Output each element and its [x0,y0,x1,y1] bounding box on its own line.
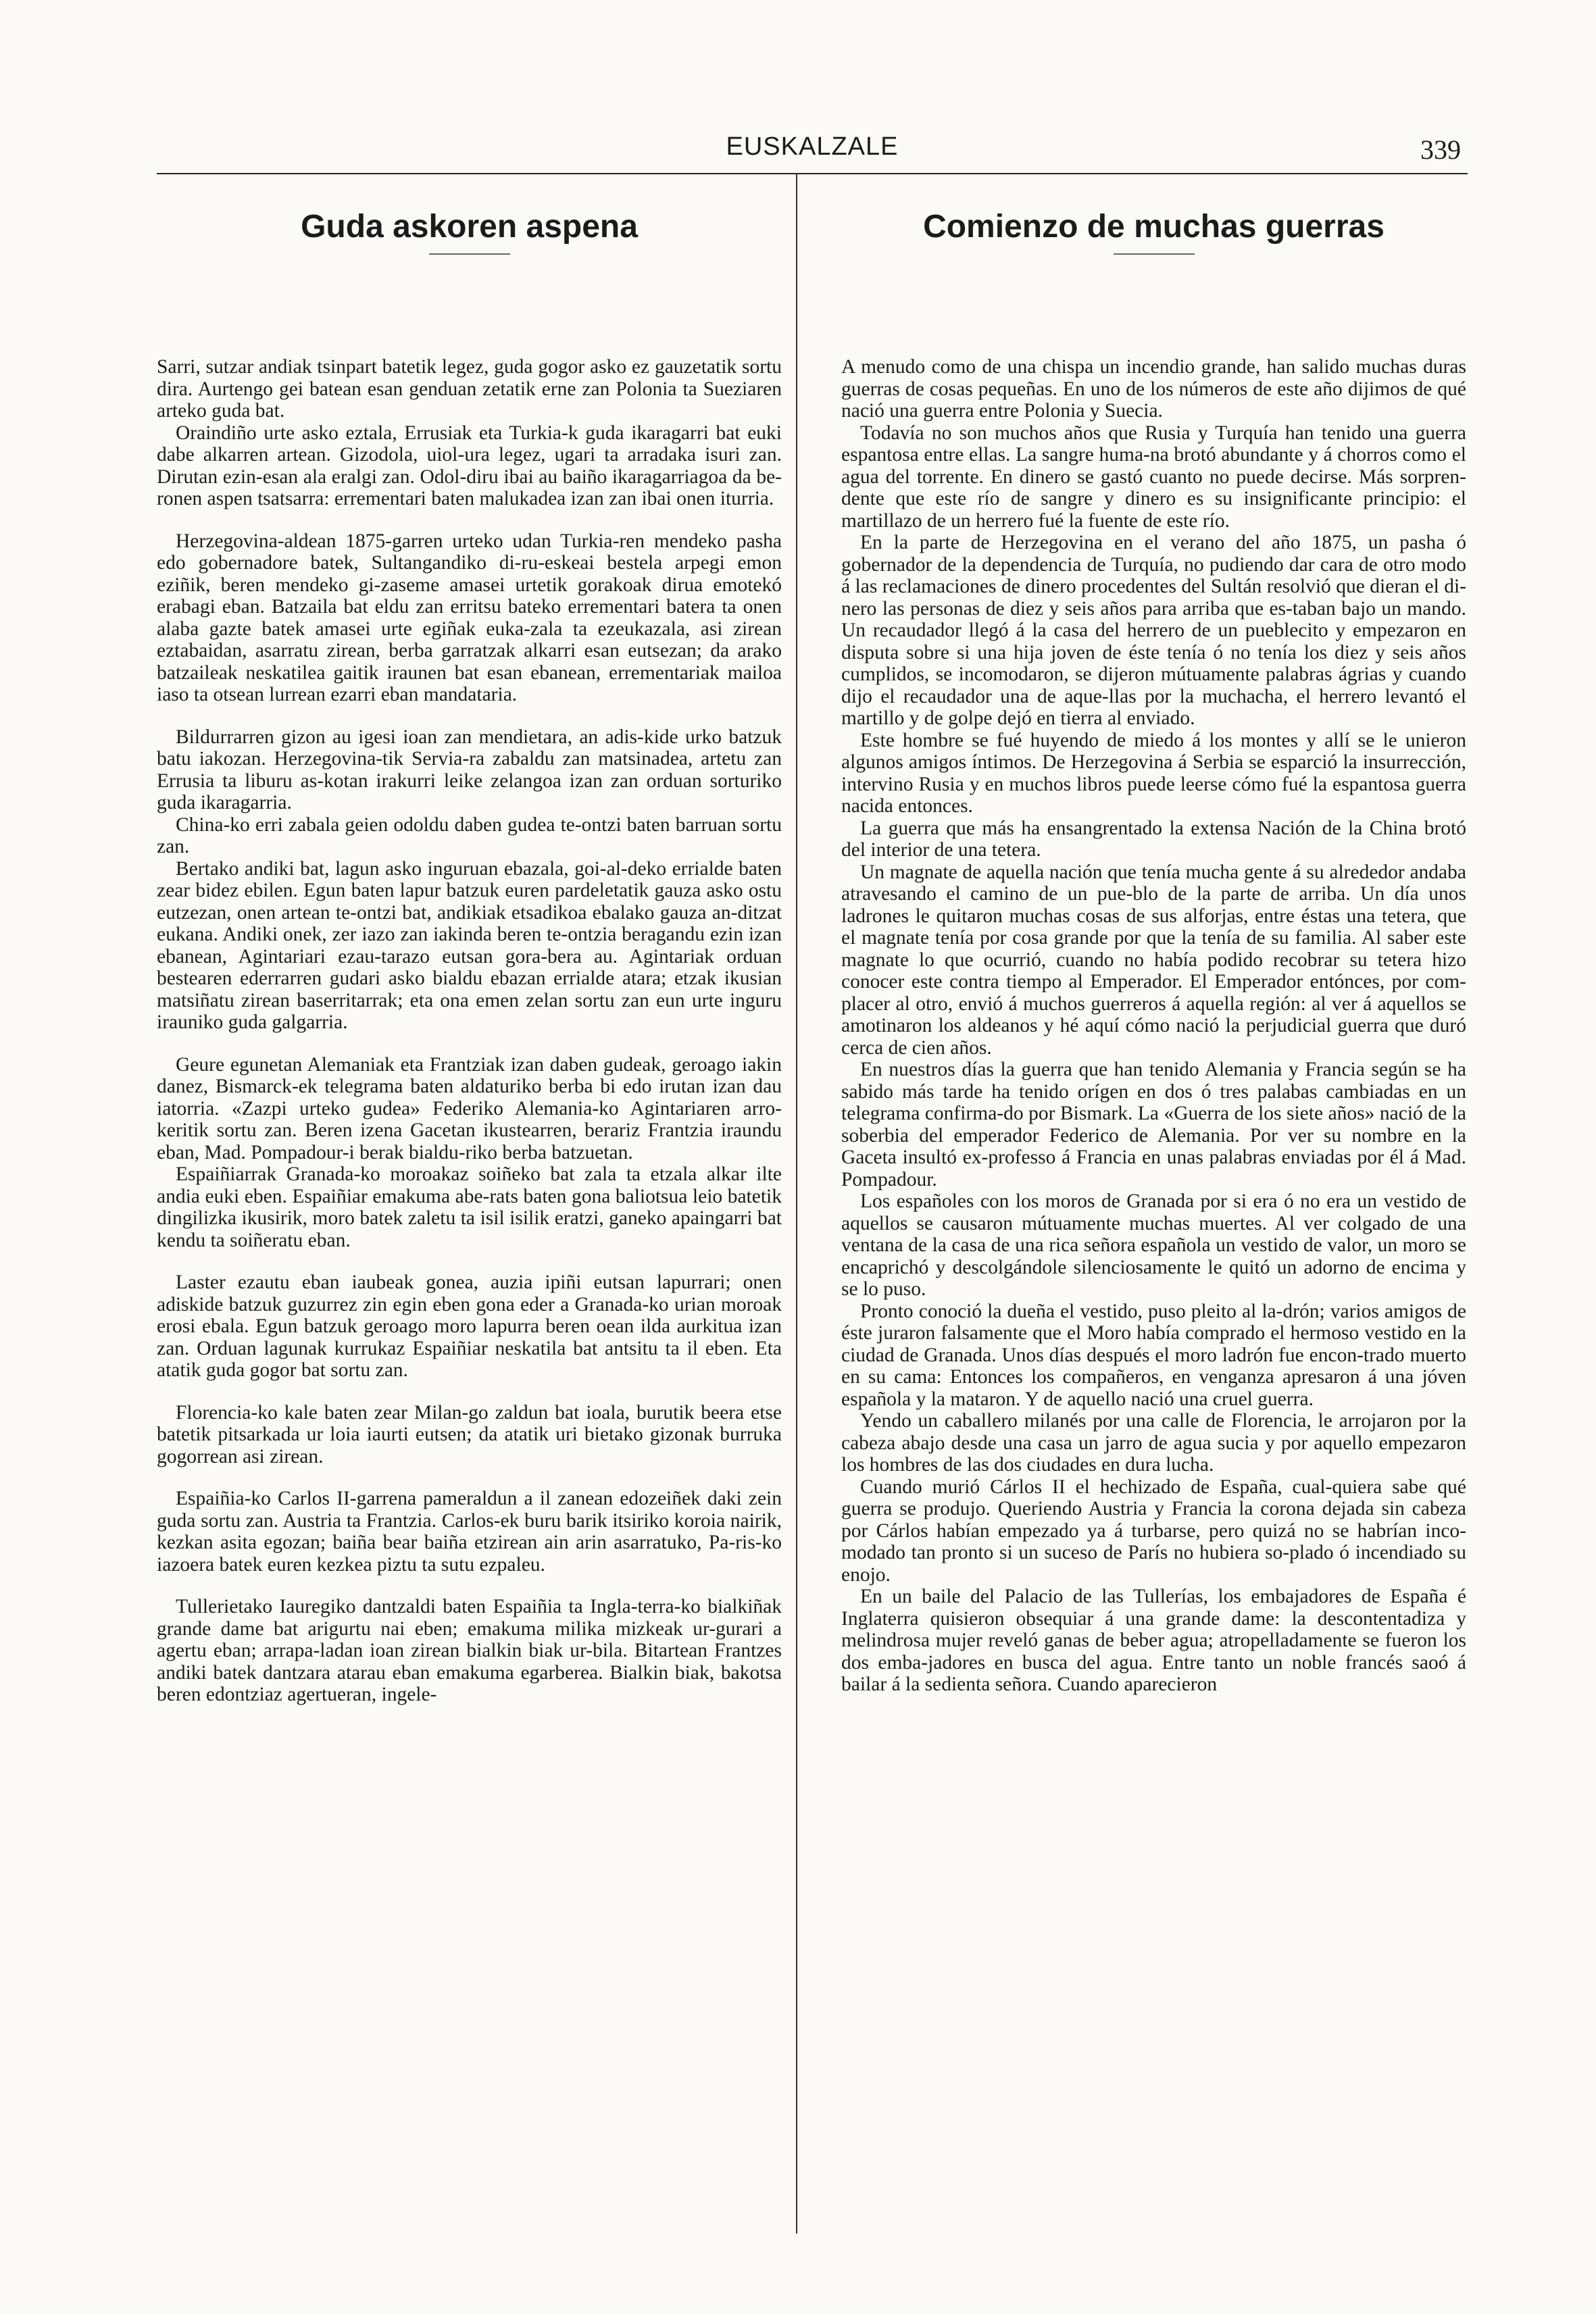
paragraph: En un baile del Palacio de las Tullerías, los embajadores de España é Inglaterra quisieron obsequiar á una grande dame: la descontentadiza y melindrosa mujer reveló ganas de beber agua; atropelladamente se fueron los dos emba-jadores en busca del agua. Entre tanto un noble francés saoó á bailar á la sedienta señora. Cuando aparecieron [841,1586,1466,1695]
paragraph: Un magnate de aquella nación que tenía mucha gente á su alrededor andaba atravesando el camino de un pue-blo de la parte de arriba. Un día unos ladrones le quitaron muchas cosas de sus alforjas, entre éstas una tetera, que el magnate tenía por cosa grande por que la tenía de su familia. Al saber este magnate lo que ocurrió, cuando no había podido recobrar su tetera hizo conocer este contra tiempo al Emperador. El Emperador entónces, por com-placer al otro, envió á muchos guerreros á aquella región: al ver á aquellos se amotinaron los aldeanos y hé aquí cómo nació la perjudicial guerra que duró cerca de cien años. [841,861,1466,1059]
paragraph: Geure egunetan Alemaniak eta Frantziak izan daben gudeak, geroago iakin danez, Bismarck-ek telegrama baten aldaturiko berba bi edo irutan izan dau iatorria. «Zazpi urteko gudea» Federiko Alemania-ko Agintariaren arro-keritik sortu zan. Beren izena Gacetan ikustearren, berariz Frantzia iraundu eban, Mad. Pompadour-i berak bialdu-riko berba batzuetan. [157,1053,782,1163]
paragraph: En la parte de Herzegovina en el verano del año 1875, un pasha ó gobernador de la dependencia de Turquía, no pudiendo dar cara de otro modo á las reclamaciones de dinero procedentes del Sultán resolvió que dieran el di-nero las personas de diez y seis años para arriba que es-taban bajo un mando. Un recaudador llegó á la casa del herrero de un pueblecito y empezaron en disputa sobre si una hija joven de éste tenía ó no tenía los diez y seis años cumplidos, se incomodaron, se dijeron mútuamente palabras ágrias y cuando dijo el recaudador una de aque-llas por la muchacha, el herrero levantó el martillo y de golpe dejó en tierra al enviado. [841,532,1466,729]
paragraph: Sarri, sutzar andiak tsinpart batetik legez, guda gogor asko ez gauzetatik sortu dira. Aurtengo gei batean esan genduan zetatik erne zan Polonia ta Sueziaren arteko guda bat. [157,356,782,422]
paragraph: Herzegovina-aldean 1875-garren urteko udan Turkia-ren mendeko pasha edo gobernadore batek, Sultangandiko di-ru-eskeai bestela arpegi emon eziñik, beren mendeko gi-zaseme amasei urtetik gorakoak dirua emotekó erabagi eban. Batzaila bat eldu zan erritsu bateko errementari batera ta onen alaba gazte batek amasei urte egiñak euka-zala ta ezeukazala, asi zirean eztabaidan, asarratu zirean, berba garratzak alkarri esan eutsezan; da arako batzaileak neskatilea gaitik iraunen bat esan ebanean, errementariak mailoa iaso ta otsean lurrean ezarri eban mandataria. [157,530,782,705]
title-underline [429,253,510,255]
paragraph: Bertako andiki bat, lagun asko inguruan ebazala, goi-al-deko errialde baten zear bidez ebilen. Egun baten lapur batzuk euren pardeletatik gauza asko ostu eutzezan, onen artean te-ontzi bat, andikiak etsadikoa ebalako gauza an-ditzat eukana. Andiki onek, zer iazo zan iakinda beren te-ontzia beragandu ezin izan ebanean, Agintariari ezau-tarazo eutsan gora-bera au. Agintariak orduan bestearen ederrarren gudari asko bialdu ebazan errialde atara; etzak ikusian matsiñatu zirean baserritarrak; eta ona emen zelan sortu zan eun urte inguru irauniko guda galgarria. [157,857,782,1033]
paragraph: Los españoles con los moros de Granada por si era ó no era un vestido de aquellos se causaron mútuamente muchas muertes. Al ver colgado de una ventana de la casa de una rica señora española un vestido de valor, un moro se encaprichó y descolgándole silenciosamente le quitó un adorno de encima y se lo puso. [841,1190,1466,1300]
paragraph: Cuando murió Cárlos II el hechizado de España, cual-quiera sabe qué guerra se produjo. Queriendo Austria y Francia la corona dejada sin cabeza por Cárlos habían empezado ya á turbarse, pero quizá no se habrían inco-modado tan pronto si un suceso de París no hubiera so-plado ó incendiado su enojo. [841,1476,1466,1586]
paragraph: Tullerietako Iauregiko dantzaldi baten Espaiñia ta Ingla-terra-ko bialkiñak grande dame bat arigurtu nai eben; emakuma milika mizkeak ur-gurari a agertu eban; arrapa-ladan ioan zirean bialkin biak ur-bila. Bitartean Frantzes andiki batek dantzara atarau eban emakuma egarberea. Bialkin biak, bakotsa beren edontziaz agertueran, ingele- [157,1596,782,1705]
paragraph: Yendo un caballero milanés por una calle de Florencia, le arrojaron por la cabeza abajo desde una casa un jarro de agua sucia y por aquello empezaron los hombres de las dos ciudades en dura lucha. [841,1410,1466,1476]
left-column-title: Guda askoren aspena [301,209,638,245]
paragraph: China-ko erri zabala geien odoldu daben gudea te-ontzi baten barruan sortu zan. [157,813,782,857]
left-column-basque [157,196,782,2230]
paragraph: Espaiñia-ko Carlos II-garrena pameraldun a il zanean edozeiñek daki zein guda sortu zan. Austria ta Frantzia. Carlos-ek buru barik itsiriko koroia nairik, kezkan asita egozan; baiña bear baiña etzirean ain arin asarratuko, Pa-ris-ko iazoera batek euren kezkea piztu ta sutu ezpaleu. [157,1488,782,1576]
paragraph: Espaiñiarrak Granada-ko moroakaz soiñeko bat zala ta etzala alkar ilte andia euki eben. Espaiñiar emakuma abe-rats baten gona baliotsua leio batetik dingilizka ikusirik, moro batek zaletu ta isil isilik eratzi, ganeko apaingarri bat kendu ta soiñeratu eban. [157,1163,782,1251]
paragraph: Todavía no son muchos años que Rusia y Turquía han tenido una guerra espantosa entre ellas. La sangre huma-na brotó abundante y á chorros como el agua del torrente. En dinero se gastó cuanto no puede decirse. Más sorpren-dente que este río de sangre y dinero es su insignificante principio: el martillazo de un herrero fué la fuente de este río. [841,422,1466,532]
title-underline [1114,253,1195,255]
page-number: 339 [1420,134,1461,165]
paragraph: En nuestros días la guerra que han tenido Alemania y Francia según se ha sabido más tarde ha tenido orígen en dos ó tres palabas cambiadas en un telegrama confirma-do por Bismark. La «Guerra de los siete años» nació de la soberbia del emperador Federico de Alemania. Por ver su nombre en la Gaceta insultó ex-professo á Francia en unas palabras enviadas por él á Mad. Pompadour. [841,1059,1466,1190]
paragraph: Este hombre se fué huyendo de miedo á los montes y allí se le unieron algunos amigos íntimos. De Herzegovina á Serbia se esparció la insurrección, intervino Rusia y en muchos libros puede leerse cómo fué la espantosa guerra nacida entonces. [841,729,1466,817]
paragraph: Pronto conoció la dueña el vestido, puso pleito al la-drón; varios amigos de éste juraron falsamente que el Moro había comprado el hermoso vestido en la ciudad de Granada. Unos días después el moro ladrón fue encon-trado muerto en su cama: Entonces los compañeros, en venganza apresaron á una jóven española y la mataron. Y de aquello nació una cruel guerra. [841,1300,1466,1410]
paragraph: Bildurrarren gizon au igesi ioan zan mendietara, an adis-kide urko batzuk batu iakozan. Herzegovina-tik Servia-ra zabaldu zan matsinadea, artetu zan Errusia ta liburu as-kotan irakurri leike zelangoa izan zan orduan sorturiko guda ikaragarria. [157,726,782,813]
journal-title: EUSKALZALE [726,132,899,161]
running-head [157,132,1468,174]
right-column-spanish [841,196,1466,2230]
column-divider [796,173,797,2234]
paragraph: Florencia-ko kale baten zear Milan-go zaldun bat ioala, burutik beera etse batetik pitsarkada ur loia iaurti eutsen; da atatik uri bietako gizonak burruka gogorrean asi zirean. [157,1401,782,1467]
paragraph: A menudo como de una chispa un incendio grande, han salido muchas duras guerras de cosas pequeñas. En uno de los números de este año dijimos de qué nació una guerra entre Polonia y Suecia. [841,356,1466,422]
right-column-title: Comienzo de muchas guerras [923,209,1385,245]
paragraph: Oraindiño urte asko eztala, Errusiak eta Turkia-k guda ikaragarri bat euki dabe alkarren artean. Gizodola, uiol-ura legez, ugari ta arradaka isuri zan. Dirutan ezin-esan ala eralgi zan. Odol-diru ibai au baiño ikaragarriagoa da be-ronen aspen tsatsarra: errementari baten malukadea izan zan ibai onen iturria. [157,422,782,509]
paragraph: La guerra que más ha ensangrentado la extensa Nación de la China brotó del interior de una tetera. [841,817,1466,861]
paragraph: Laster ezautu eban iaubeak gonea, auzia ipiñi eutsan lapurrari; onen adiskide batzuk guzurrez zin egin eben gona eder a Granada-ko urian moroak erosi ebala. Egun batzuk geroago moro lapurra beren oean ilda aurkitua izan zan. Orduan lagunak kurrukaz Espaiñiar neskatila bat antsitu ta il eben. Eta atatik guda gogor bat sortu zan. [157,1272,782,1381]
